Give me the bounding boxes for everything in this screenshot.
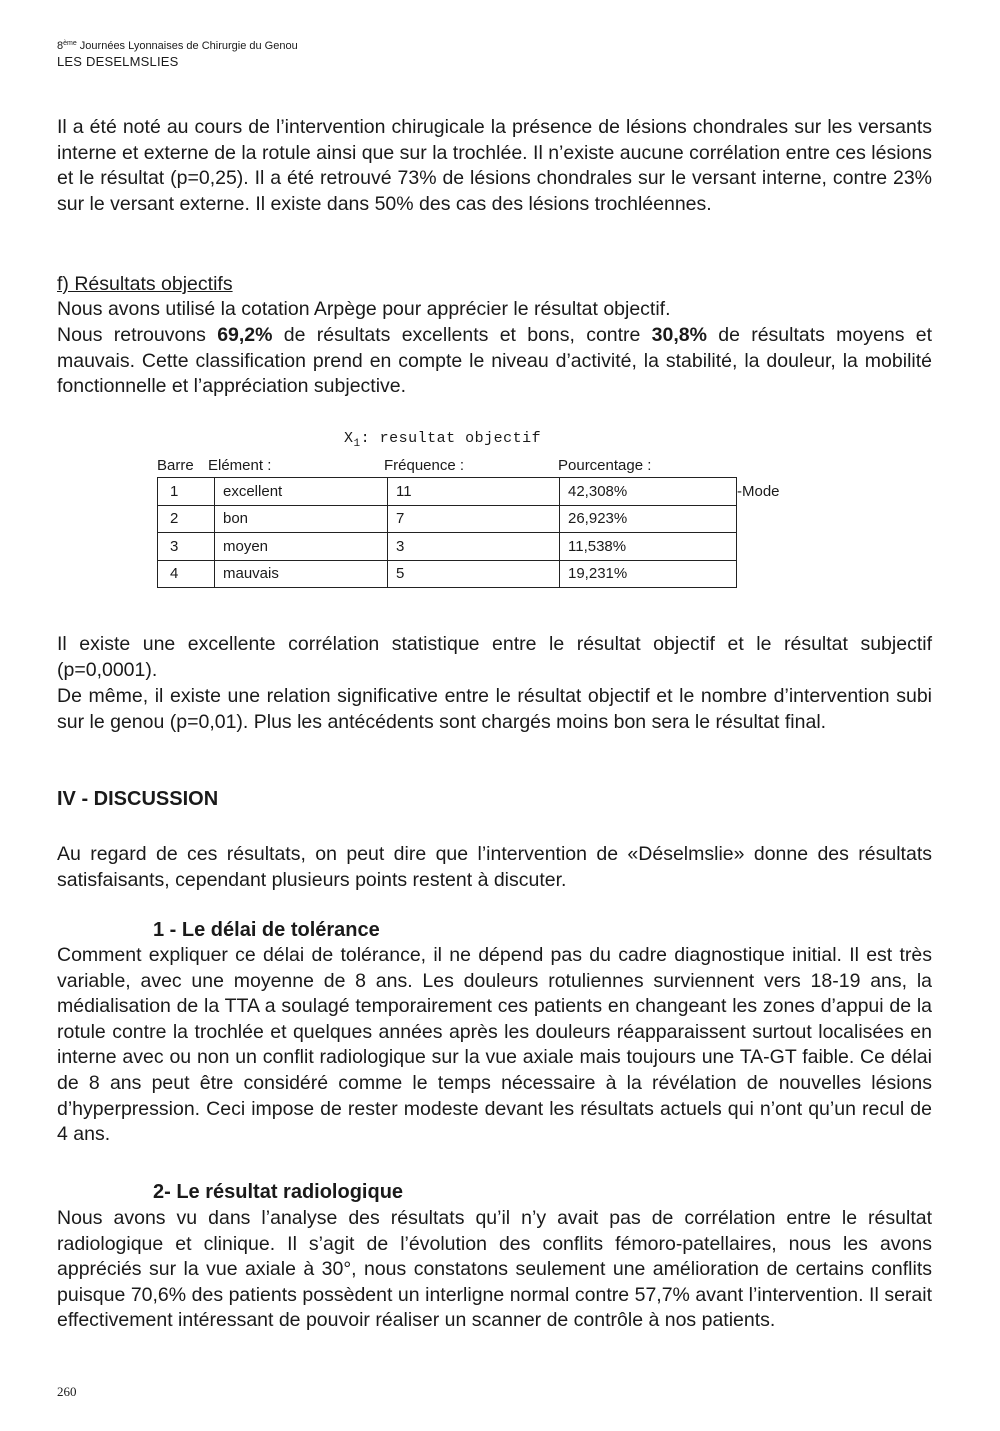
page-number: 260 [57, 1384, 77, 1399]
cell-element: moyen [215, 533, 388, 561]
cell-pourcentage: 11,538% [560, 533, 737, 561]
table-row [158, 560, 737, 588]
paragraph-tolerance: Comment expliquer ce délai de tolérance, il ne dépend pas du cadre diagnostique initial. Il est très variable, avec une moyenne de 8 ans. Les douleurs rotuliennes surviennent vers 18-19 ans, la médialisation de la TTA a soulagé temporairement ces patients en changeant les zones d’appui de la rotule contre la trochlée et quelques années après les douleurs réapparaissent surtout localisées en interne avec ou non un conflit radiologique sur la vue axiale mais toujours une TA-GT faible. Ce délai de 8 ans peut être considéré comme le temps nécessaire à la révélation de nouvelles lésions d’hyperpression. Ceci impose de rester modeste devant les résultats actuels qui n’ont qu’un recul de 4 ans. [57, 944, 932, 1146]
conference-name: Journées Lyonnaises de Chirurgie du Genou [76, 40, 298, 52]
cell-barre: 3 [158, 533, 215, 561]
cell-element: excellent [215, 478, 388, 506]
cell-barre: 1 [158, 478, 215, 506]
cell-element: mauvais [215, 560, 388, 588]
cell-barre: 2 [158, 505, 215, 533]
paragraph-correlation: Il existe une excellente corrélation statistique entre le résultat objectif et le résultat subjectif (p=0,0001). [57, 633, 932, 681]
conference-title [57, 38, 298, 54]
mode-label: -Mode [737, 483, 780, 500]
cell-element: bon [215, 505, 388, 533]
paragraph-results-summary: Nous retrouvons 69,2% de résultats excellents et bons, contre 30,8% de résultats moyens et mauvais. Cette classification prend en compte le niveau d’activité, la stabilité, la douleur, la mobilité fonctionnelle et l’appréciation subjective. [57, 324, 932, 398]
cell-frequence: 11 [388, 478, 560, 506]
paragraph-chondral-lesions: Il a été noté au cours de l’intervention chirugicale la présence de lésions chondrales sur les versants interne et externe de la rotule ainsi que sur la trochlée. Il n’existe aucune corrélation entre ces lésions et le résultat (p=0,25). Il a été retrouvé 73% de lésions chondrales sur le versant interne, contre 23% sur le versant externe. Il existe dans 50% des cas des lésions trochléennes. [57, 116, 932, 215]
table-header-barre: Barre [157, 457, 194, 474]
cell-barre: 4 [158, 560, 215, 588]
table-header-pourcentage: Pourcentage : [558, 457, 652, 474]
cell-frequence: 7 [388, 505, 560, 533]
table-row [158, 478, 737, 506]
subheading-objective-results: f) Résultats objectifs [57, 273, 233, 295]
paragraph-interventions: De même, il existe une relation significative entre le résultat objectif et le nombre d’intervention subi sur le genou (p=0,01). Plus les antécédents sont chargés moins bon sera le résultat final. [57, 685, 932, 733]
cell-frequence: 5 [388, 560, 560, 588]
cell-frequence: 3 [388, 533, 560, 561]
subsection-title-tolerance: 1 - Le délai de tolérance [153, 919, 380, 941]
cell-pourcentage: 19,231% [560, 560, 737, 588]
table-header-frequence: Fréquence : [384, 457, 465, 474]
conference-number: 8 [57, 40, 64, 52]
paragraph-discussion-intro: Au regard de ces résultats, on peut dire que l’intervention de «Déselmslie» donne des résultats satisfaisants, cependant plusieurs points restent à discuter. [57, 843, 932, 891]
table-row [158, 533, 737, 561]
cell-pourcentage: 42,308% [560, 478, 737, 506]
percent-poor: 30,8% [651, 324, 707, 346]
cell-pourcentage: 26,923% [560, 505, 737, 533]
table-caption: $X_1$: resultat objectif [344, 430, 542, 450]
running-header [57, 38, 298, 70]
series-title: LES DESELMSLIES [57, 54, 179, 69]
percent-good: 69,2% [217, 324, 273, 346]
frequency-table [157, 477, 737, 588]
conference-ordinal: ème [63, 40, 77, 47]
table-header-element: Elément : [208, 457, 272, 474]
paragraph-arpege: Nous avons utilisé la cotation Arpège pour apprécier le résultat objectif. [57, 298, 671, 320]
table-row [158, 505, 737, 533]
subsection-title-radiology: 2- Le résultat radiologique [153, 1181, 404, 1203]
section-title-discussion: IV - DISCUSSION [57, 788, 219, 810]
paragraph-radiology: Nous avons vu dans l’analyse des résultats qu’il n’y avait pas de corrélation entre le résultat radiologique et clinique. Il s’agit de l’évolution des conflits fémoro-patellaires, nous les avons appréciés sur la vue axiale à 30°, nous constatons seulement une amélioration de certains conflits puisque 70,6% des patients possèdent un interligne normal contre 57,7% avant l’intervention. Il serait effectivement intéressant de pouvoir réaliser un scanner de contrôle à nos patients. [57, 1207, 932, 1332]
